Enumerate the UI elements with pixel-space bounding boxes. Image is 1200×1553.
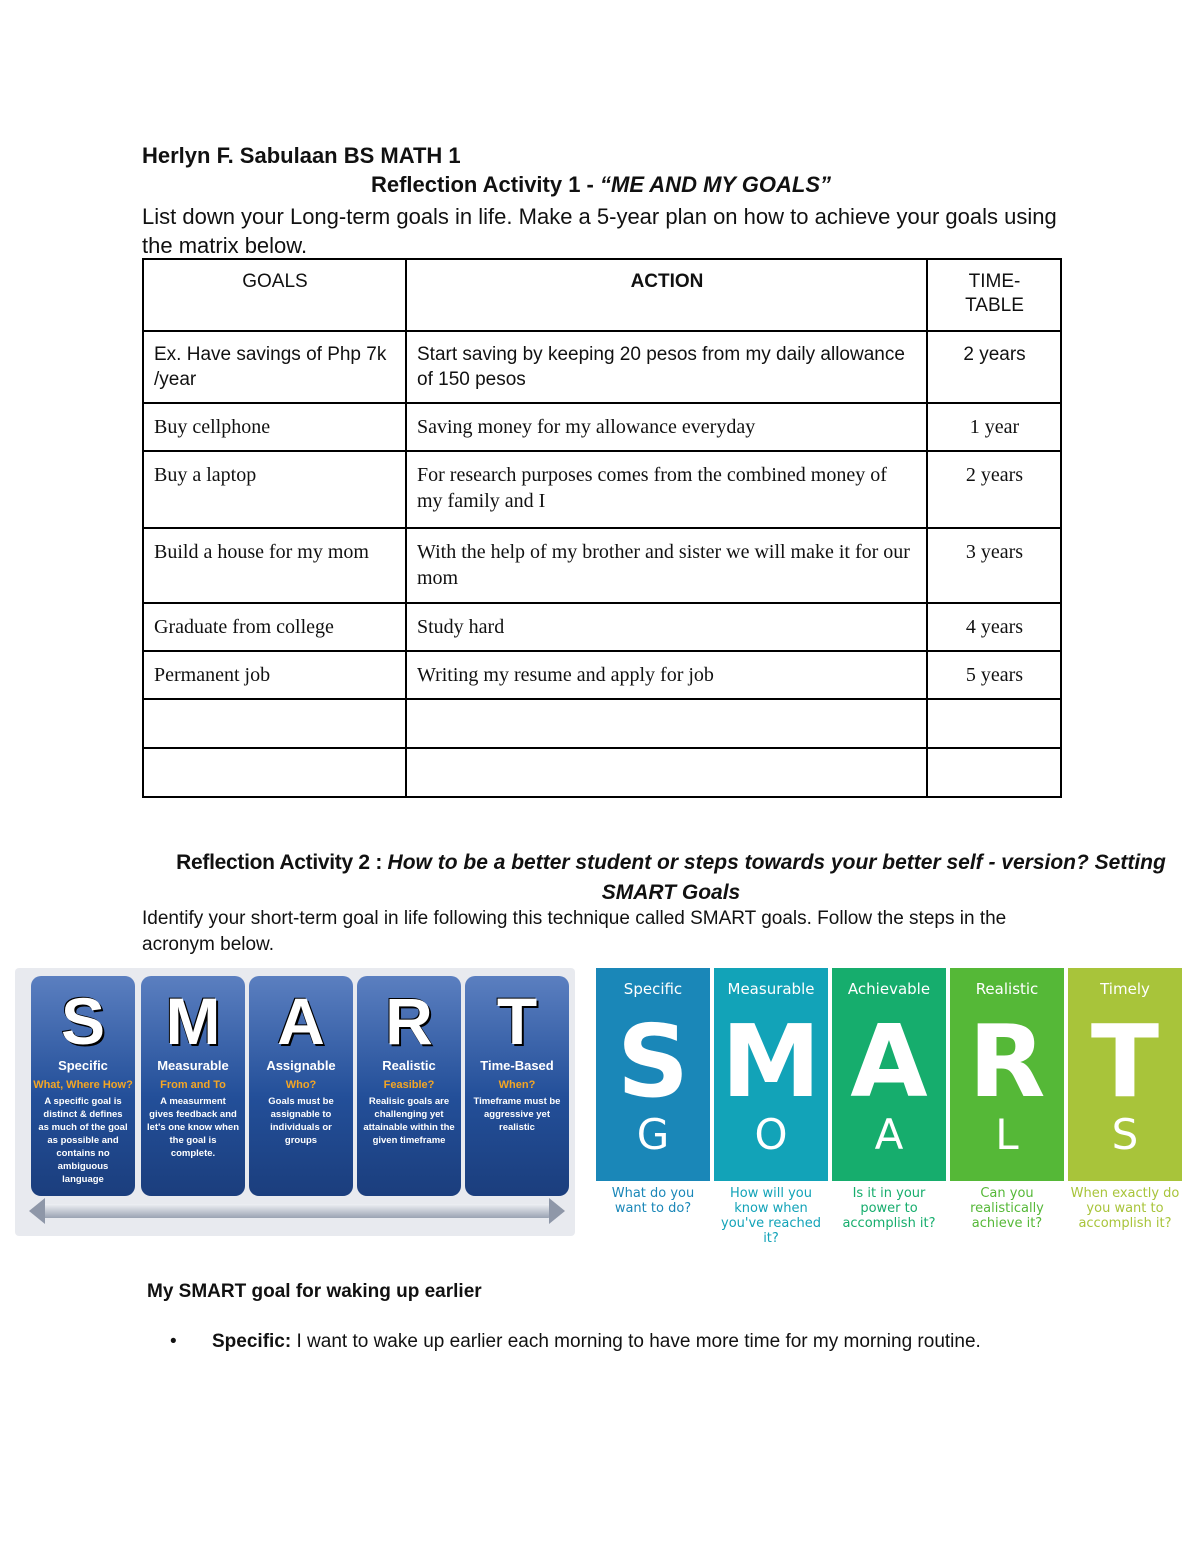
- smart-goals-letter: T: [1090, 1003, 1160, 1120]
- table-header-row: [143, 259, 1061, 331]
- smart-goals-letter: R: [968, 1003, 1046, 1120]
- smart-goals-word: Specific: [623, 980, 683, 998]
- smart-description: Realisic goals are challenging yet attainable within the given timeframe: [363, 1096, 455, 1146]
- smart-goals-caption: When exactly do you want to accomplish it?: [1070, 1186, 1180, 1231]
- smart-column-a: [249, 976, 353, 1196]
- time-cell: 3 years: [927, 528, 1061, 603]
- goal-cell: [143, 699, 406, 748]
- goal-cell: Build a house for my mom: [143, 528, 406, 603]
- smart-word: Measurable: [157, 1058, 229, 1073]
- bullet-text: [212, 1329, 1032, 1354]
- smart-goals-caption: Is it in your power to accomplish it?: [842, 1186, 936, 1231]
- smart-column-s: [31, 976, 135, 1196]
- smart-goals-column-t: [1068, 968, 1182, 1181]
- goals-letter: L: [995, 1110, 1019, 1159]
- smart-description: A specific goal is distinct & defines as much of the goal as possible and contains no ambiguous language: [38, 1096, 128, 1185]
- activity1-title: [142, 172, 1060, 198]
- smart-column-m: [141, 976, 245, 1196]
- smart-word: Time-Based: [480, 1058, 554, 1073]
- table-row-empty: [143, 699, 1061, 748]
- action-cell: For research purposes comes from the combined money of my family and I: [406, 451, 927, 528]
- goal-cell: [143, 748, 406, 797]
- smart-word: Realistic: [382, 1058, 436, 1073]
- smart-goals-word: Timely: [1100, 980, 1150, 998]
- smart-goals-caption: How will you know when you've reached it?: [721, 1186, 821, 1246]
- table-row-empty: [143, 748, 1061, 797]
- smart-infographic-right: [596, 968, 1186, 1258]
- smart-goals-column-a: [832, 968, 946, 1181]
- table-row: [143, 331, 1061, 403]
- activity1-prefix: Reflection Activity 1 -: [370, 172, 600, 197]
- time-cell: 4 years: [927, 603, 1061, 651]
- smart-goals-caption: What do you want to do?: [611, 1186, 695, 1216]
- smart-question: From and To: [160, 1079, 226, 1091]
- smart-question: What, Where How?: [33, 1079, 133, 1091]
- smart-word: Specific: [58, 1058, 108, 1073]
- smart-letter: R: [385, 984, 433, 1058]
- goals-letter: S: [1111, 1110, 1139, 1159]
- smart-description: Goals must be assignable to individuals or groups: [268, 1096, 334, 1146]
- goals-letter: O: [754, 1110, 788, 1159]
- smart-goals-word: Measurable: [727, 980, 815, 998]
- goals-letter: A: [874, 1110, 904, 1159]
- header-goals: GOALS: [143, 259, 406, 331]
- smart-goals-word: Realistic: [975, 980, 1039, 998]
- time-cell: [927, 748, 1061, 797]
- time-cell: 1 year: [927, 403, 1061, 451]
- action-cell: [406, 748, 927, 797]
- smart-description: A measurment gives feedback and let's one know when the goal is complete.: [147, 1096, 239, 1159]
- header-timetable: TIME- TABLE: [927, 259, 1061, 331]
- smart-goals-word: Achievable: [847, 980, 931, 998]
- smart-letter: S: [60, 984, 106, 1058]
- smart-letter: T: [496, 984, 538, 1058]
- smart-column-t: [465, 976, 569, 1196]
- bullet-label: Specific:: [212, 1331, 292, 1352]
- my-smart-goal-heading: My SMART goal for waking up earlier: [147, 1281, 482, 1302]
- smart-goals-letter: M: [721, 1003, 821, 1120]
- smart-letter: A: [277, 984, 325, 1058]
- bullet-body: I want to wake up earlier each morning to have more time for my morning routine.: [291, 1331, 981, 1352]
- goals-matrix-table: [142, 258, 1062, 798]
- activity2-title: [142, 848, 1200, 908]
- smart-question: When?: [498, 1079, 536, 1091]
- smart-letter: M: [165, 984, 221, 1058]
- action-cell: Start saving by keeping 20 pesos from my daily allowance of 150 pesos: [406, 331, 927, 403]
- double-arrow-bar: [41, 1204, 551, 1218]
- arrow-left-icon: [29, 1198, 45, 1224]
- smart-goals-letter: S: [616, 1003, 690, 1120]
- smart-description: Timeframe must be aggressive yet realistic: [473, 1096, 561, 1133]
- action-cell: Saving money for my allowance everyday: [406, 403, 927, 451]
- smart-goals-caption: Can you realistically achieve it?: [970, 1186, 1044, 1231]
- arrow-right-icon: [549, 1198, 565, 1224]
- table-row: [143, 451, 1061, 528]
- goal-cell: Permanent job: [143, 651, 406, 699]
- action-cell: [406, 699, 927, 748]
- time-cell: 5 years: [927, 651, 1061, 699]
- activity1-quoted-title: “ME AND MY GOALS”: [600, 172, 832, 197]
- smart-goals-column-s: [596, 968, 710, 1181]
- bullet-icon: •: [170, 1331, 177, 1352]
- action-cell: Study hard: [406, 603, 927, 651]
- table-row: [143, 403, 1061, 451]
- activity2-instructions: Identify your short-term goal in life following this technique called SMART goals. Follow the steps in the acronym below.: [142, 908, 1007, 955]
- activity1-instructions: List down your Long-term goals in life. Make a 5-year plan on how to achieve your goals using the matrix below.: [142, 204, 1057, 258]
- action-cell: With the help of my brother and sister we will make it for our mom: [406, 528, 927, 603]
- goal-cell: Buy cellphone: [143, 403, 406, 451]
- action-cell: Writing my resume and apply for job: [406, 651, 927, 699]
- activity2-italic-title: How to be a better student or steps towards your better self - version? Setting SMART Goals: [387, 851, 1166, 904]
- table-row: [143, 651, 1061, 699]
- smart-question: Who?: [285, 1079, 317, 1091]
- smart-goals-column-m: [714, 968, 828, 1181]
- time-cell: 2 years: [927, 451, 1061, 528]
- smart-infographic-left: [15, 968, 575, 1236]
- goal-cell: Graduate from college: [143, 603, 406, 651]
- time-cell: 2 years: [927, 331, 1061, 403]
- goals-letter: G: [636, 1110, 670, 1159]
- smart-goals-letter: A: [850, 1003, 928, 1120]
- smart-word: Assignable: [266, 1058, 336, 1073]
- activity2-prefix: Reflection Activity 2 :: [176, 851, 388, 874]
- student-name-line: Herlyn F. Sabulaan BS MATH 1: [142, 143, 461, 168]
- smart-column-r: [357, 976, 461, 1196]
- time-cell: [927, 699, 1061, 748]
- table-row: [143, 603, 1061, 651]
- table-row: [143, 528, 1061, 603]
- smart-question: Feasible?: [383, 1079, 435, 1091]
- goal-cell: Ex. Have savings of Php 7k /year: [143, 331, 406, 403]
- smart-goals-column-r: [950, 968, 1064, 1181]
- header-action: ACTION: [406, 259, 927, 331]
- goal-cell: Buy a laptop: [143, 451, 406, 528]
